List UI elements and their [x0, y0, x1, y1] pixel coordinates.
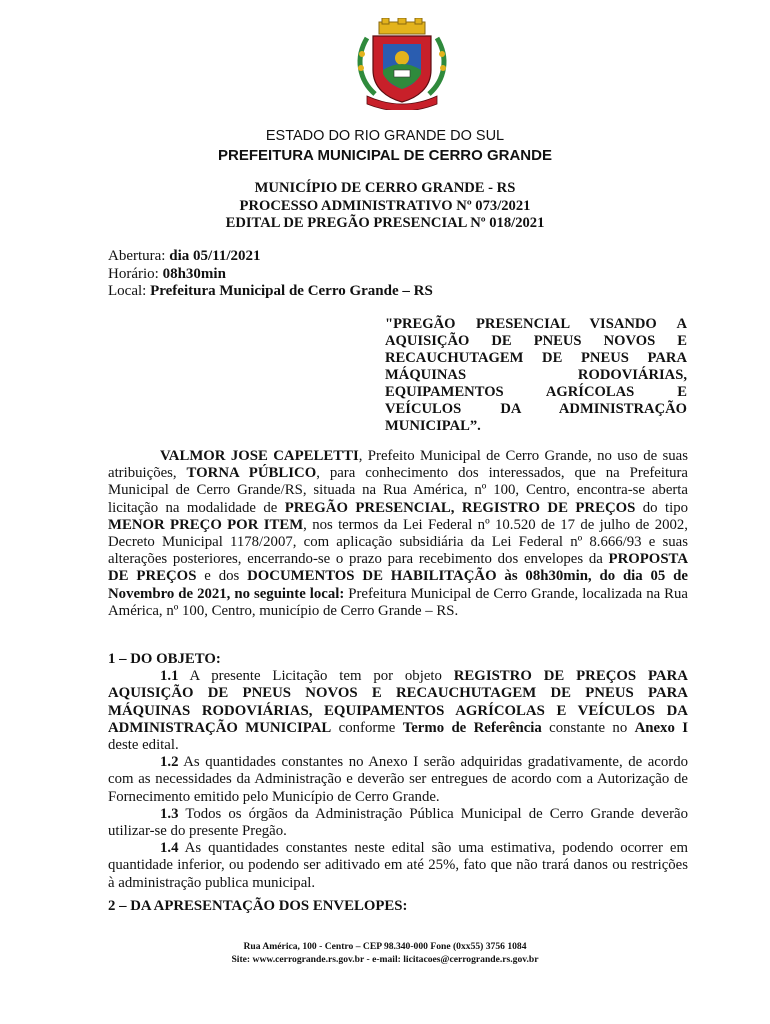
- page-footer: [0, 940, 770, 966]
- clause-text: As quantidades constantes neste edital são uma estimativa, podendo ocorrer em quantidade inferior, ou podendo ser aditivado em até 25%, fato que não trará danos ou restrições à administração publica municipal.: [108, 840, 688, 891]
- mayor-name: VALMOR JOSE CAPELETTI: [160, 448, 359, 464]
- intro-bold-5: DOCUMENTOS DE HABILITAÇÃO às 08h30min, do dia 05 de Novembro de 2021, no seguinte local:: [108, 568, 688, 602]
- opening-info: [108, 248, 433, 301]
- section-2-title: 2 – DA APRESENTAÇÃO DOS ENVELOPES:: [108, 898, 408, 914]
- clause-text: constante no: [541, 719, 635, 736]
- clause-1-3: [108, 806, 688, 840]
- state-name: ESTADO DO RIO GRANDE DO SUL: [265, 128, 505, 144]
- clause-number: 1.4: [160, 840, 179, 857]
- clause-bold: Anexo I: [634, 719, 688, 736]
- clause-1-2: [108, 754, 688, 806]
- intro-paragraph: [108, 448, 688, 620]
- clause-text: Todos os órgãos da Administração Pública Municipal de Cerro Grande deverão utilizar-se do presente Pregão.: [108, 805, 688, 840]
- time-value: 08h30min: [162, 265, 226, 282]
- process-number: PROCESSO ADMINISTRATIVO Nº 073/2021: [239, 197, 531, 214]
- section-1-title: 1 – DO OBJETO:: [108, 651, 221, 667]
- intro-bold-3: MENOR PREÇO POR ITEM: [108, 516, 304, 533]
- opening-place: [108, 283, 433, 301]
- clause-1-1: [108, 668, 688, 754]
- coat-of-arms-logo: [353, 18, 451, 110]
- section-envelopes: [108, 898, 688, 915]
- object-summary: "PREGÃO PRESENCIAL VISANDO A AQUISIÇÃO DE PNEUS NOVOS E RECAUCHUTAGEM DE PNEUS PARA MÁQUINAS RODOVIÁRIAS, EQUIPAMENTOS AGRÍCOLAS E VEÍCULOS DA ADMINISTRAÇÃO MUNICIPAL”.: [385, 316, 687, 434]
- intro-bold-2: PREGÃO PRESENCIAL, REGISTRO DE PREÇOS: [284, 499, 636, 516]
- footer-contact: Site: www.cerrogrande.rs.gov.br - e-mail: licitacoes@cerrogrande.rs.gov.br: [231, 954, 539, 965]
- intro-text-6: Prefeitura Municipal de Cerro Grande, localizada na Rua América, nº 100, Centro, município de Cerro Grande – RS.: [108, 585, 688, 619]
- opening-time: [108, 266, 433, 284]
- clause-text: As quantidades constantes no Anexo I serão adquiridas gradativamente, de acordo com as necessidades da Administração e deverão ser entregues de acordo com a Autorização de Fornecimento emitido pelo Município de Cerro Grande.: [108, 754, 688, 805]
- clause-text: A presente Licitação tem por objeto: [178, 668, 454, 685]
- document-header: [0, 126, 770, 166]
- footer-address: Rua América, 100 - Centro – CEP 98.340-000 Fone (0xx55) 3756 1084: [243, 941, 527, 952]
- time-label: Horário:: [108, 265, 163, 282]
- clause-number: 1.3: [160, 805, 179, 822]
- clause-text: deste edital.: [108, 737, 179, 754]
- opening-value: dia 05/11/2021: [169, 248, 261, 264]
- clause-1-4: [108, 840, 688, 892]
- clause-bold: Termo de Referência: [402, 719, 542, 736]
- intro-bold-4: PROPOSTA DE PREÇOS: [108, 551, 688, 585]
- place-label: Local:: [108, 283, 151, 299]
- prefecture-name: PREFEITURA MUNICIPAL DE CERRO GRANDE: [218, 147, 552, 164]
- intro-text-3: do tipo: [635, 499, 688, 516]
- intro-text-2: , para conhecimento dos interessados, que na Prefeitura Municipal de Cerro Grande/RS, situada na Rua América, nº 100, Centro, encontra-se aberta licitação na modalidade de: [108, 465, 688, 516]
- clause-text: conforme: [331, 719, 403, 736]
- opening-date: [108, 248, 433, 266]
- intro-text-4: , nos termos da Lei Federal nº 10.520 de 17 de julho de 2002, Decreto Municipal 1178/2007, com aplicação subsidiária da Lei Federal nº 8.666/93 e suas alterações posteriores, encerrando-se o prazo para recebimento dos envelopes da: [108, 516, 688, 568]
- place-value: Prefeitura Municipal de Cerro Grande – RS: [150, 283, 433, 299]
- clause-number: 1.2: [160, 754, 179, 771]
- intro-bold-1: TORNA PÚBLICO: [186, 465, 317, 482]
- edital-number: EDITAL DE PREGÃO PRESENCIAL Nº 018/2021: [225, 215, 545, 231]
- opening-label: Abertura:: [108, 248, 170, 264]
- section-object: [108, 651, 688, 892]
- intro-text-1: , Prefeito Municipal de Cerro Grande, no uso de suas atribuições,: [108, 448, 688, 482]
- intro-text-5: e dos: [196, 568, 248, 585]
- edital-titles: [0, 180, 770, 233]
- clause-number: 1.1: [160, 668, 179, 685]
- municipality-title: MUNICÍPIO DE CERRO GRANDE - RS: [254, 180, 516, 196]
- clause-bold: REGISTRO DE PREÇOS PARA AQUISIÇÃO DE PNEUS NOVOS E RECAUCHUTAGEM DE PNEUS PARA MÁQUINAS RODOVIÁRIAS, EQUIPAMENTOS AGRÍCOLAS E VEÍCULOS DA ADMINISTRAÇÃO MUNICIPAL: [108, 668, 688, 736]
